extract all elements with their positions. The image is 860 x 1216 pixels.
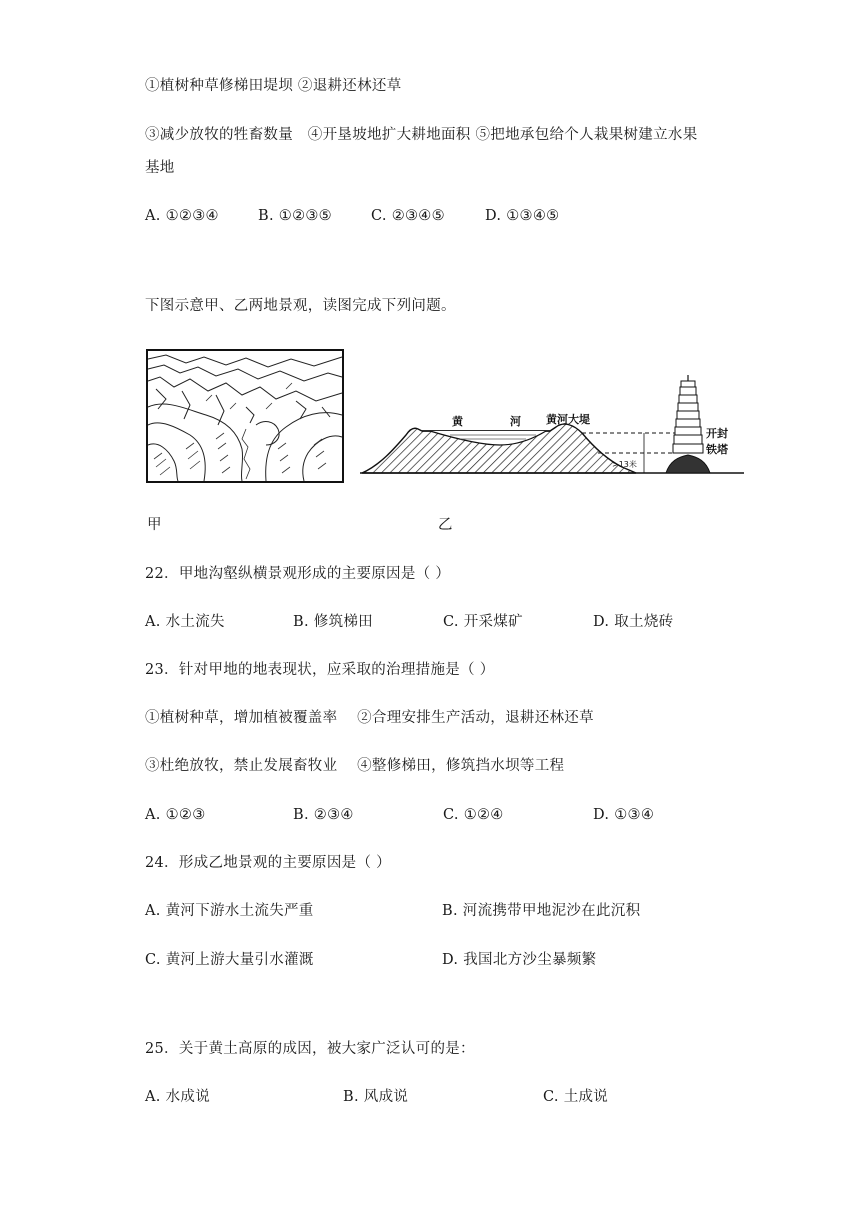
q25-stem: 25．关于黄土高原的成因，被大家广泛认可的是：	[145, 1041, 475, 1057]
caption-yi: 乙	[438, 517, 453, 533]
label-tower-line1: 开封	[706, 427, 728, 440]
q24-option-a: A. 黄河下游水土流失严重	[145, 903, 314, 919]
q25-option-b: B. 风成说	[343, 1089, 409, 1105]
q23-statement-line-1: ①植树种草，增加植被覆盖率 ②合理安排生产活动，退耕还林还草	[145, 710, 594, 726]
q23-option-b: B. ②③④	[293, 807, 354, 823]
q22-option-d: D. 取土烧砖	[593, 614, 674, 630]
q21-option-d: D. ①③④⑤	[485, 208, 560, 224]
q21-statement-line-2: ③减少放牧的牲畜数量 ④开垦坡地扩大耕地面积 ⑤把地承包给个人栽果树建立水果	[145, 127, 698, 143]
q21-statement-line-1: ①植树种草修梯田堤坝 ②退耕还林还草	[145, 78, 402, 94]
q21-statement-line-3: 基地	[145, 160, 175, 176]
figure-jia-gully-sketch	[146, 349, 344, 483]
q23-option-c: C. ①②④	[443, 807, 504, 823]
q24-option-b: B. 河流携带甲地泥沙在此沉积	[442, 903, 641, 919]
label-huang: 黄	[452, 415, 463, 428]
q23-stem: 23．针对甲地的地表现状，应采取的治理措施是（ ）	[145, 662, 495, 678]
caption-jia: 甲	[147, 517, 162, 533]
q21-option-c: C. ②③④⑤	[371, 208, 445, 224]
q22-stem: 22．甲地沟壑纵横景观形成的主要原因是（ ）	[145, 566, 451, 582]
label-he: 河	[510, 415, 521, 428]
q23-statement-line-2: ③杜绝放牧，禁止发展畜牧业 ④整修梯田，修筑挡水坝等工程	[145, 758, 565, 774]
q21-option-a: A. ①②③④	[145, 208, 219, 224]
q22-option-b: B. 修筑梯田	[293, 614, 373, 630]
q23-option-d: D. ①③④	[593, 807, 655, 823]
q22-option-a: A. 水土流失	[145, 614, 225, 630]
q22-option-c: C. 开采煤矿	[443, 614, 523, 630]
q23-option-a: A. ①②③	[145, 807, 206, 823]
q24-option-d: D. 我国北方沙尘暴频繁	[442, 952, 597, 968]
q24-stem: 24．形成乙地景观的主要原因是（ ）	[145, 855, 391, 871]
q25-option-a: A. 水成说	[145, 1089, 210, 1105]
q25-option-c: C. 土成说	[543, 1089, 609, 1105]
label-height: >13米	[612, 460, 637, 469]
figure-yi-river-profile	[360, 375, 744, 479]
label-levee: 黄河大堤	[546, 413, 590, 426]
q21-option-b: B. ①②③⑤	[258, 208, 332, 224]
figure-intro: 下图示意甲、乙两地景观，读图完成下列问题。	[145, 298, 456, 314]
label-tower-line2: 铁塔	[706, 443, 728, 456]
q24-option-c: C. 黄河上游大量引水灌溉	[145, 952, 314, 968]
